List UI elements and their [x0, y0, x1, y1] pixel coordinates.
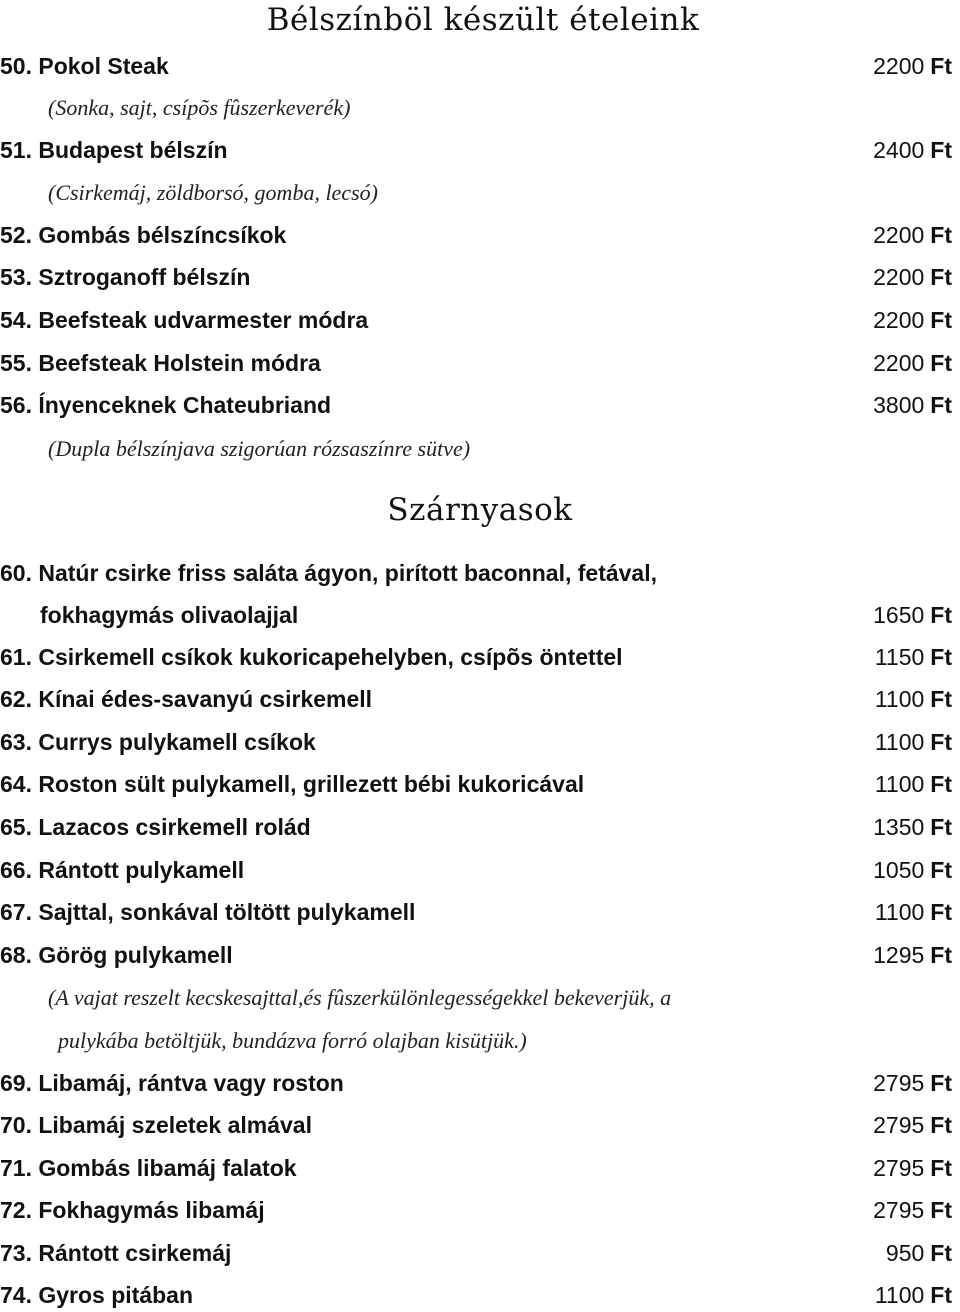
item-name: 55. Beefsteak Holstein módra — [0, 350, 321, 376]
item-name: 63. Currys pulykamell csíkok — [0, 729, 316, 755]
menu-item-61 — [0, 640, 960, 674]
item-name: 52. Gombás bélszíncsíkok — [0, 222, 287, 248]
menu-item-60-line1 — [0, 556, 960, 590]
item-price: 950 Ft — [885, 1240, 952, 1266]
item-description: (A vajat reszelt kecskesajttal,és fûszerkülönlegességekkel bekeverjük, a — [48, 985, 672, 1010]
item-name: 61. Csirkemell csíkok kukoricapehelyben, csípõs öntettel — [0, 644, 623, 670]
item-description: (Sonka, sajt, csípõs fûszerkeverék) — [48, 95, 351, 120]
menu-item-51 — [0, 133, 960, 167]
menu-item-72 — [0, 1193, 960, 1227]
item-name: 65. Lazacos csirkemell rolád — [0, 814, 311, 840]
menu-item-66 — [0, 853, 960, 887]
menu-item-65 — [0, 810, 960, 844]
item-name: 54. Beefsteak udvarmester módra — [0, 307, 369, 333]
item-price: 2795 Ft — [873, 1197, 952, 1223]
item-price: 1100 Ft — [874, 729, 952, 755]
item-price: 2200 Ft — [873, 53, 952, 79]
item-price: 1350 Ft — [873, 814, 952, 840]
item-name: 70. Libamáj szeletek almával — [0, 1112, 312, 1138]
item-price: 1100 Ft — [874, 899, 952, 925]
item-price: 1650 Ft — [873, 602, 952, 628]
item-price: 1050 Ft — [873, 857, 952, 883]
menu-item-62 — [0, 682, 960, 716]
item-name: 67. Sajttal, sonkával töltött pulykamell — [0, 899, 416, 925]
item-name: 72. Fokhagymás libamáj — [0, 1197, 265, 1223]
item-name: 68. Görög pulykamell — [0, 942, 233, 968]
item-description: (Csirkemáj, zöldborsó, gomba, lecsó) — [48, 180, 378, 205]
item-price: 2200 Ft — [873, 350, 952, 376]
item-name: 62. Kínai édes-savanyú csirkemell — [0, 686, 373, 712]
item-name: 60. Natúr csirke friss saláta ágyon, pirított baconnal, fetával, — [0, 560, 658, 586]
poultry-section-title: Szárnyasok — [387, 492, 573, 528]
item-price: 2795 Ft — [873, 1112, 952, 1138]
item-price: 1100 Ft — [874, 686, 952, 712]
item-name: 73. Rántott csirkemáj — [0, 1240, 232, 1266]
item-name: 71. Gombás libamáj falatok — [0, 1155, 297, 1181]
item-name: 51. Budapest bélszín — [0, 137, 228, 163]
item-price: 1295 Ft — [873, 942, 952, 968]
item-price: 1150 Ft — [874, 644, 952, 670]
item-price: 2200 Ft — [873, 222, 952, 248]
menu-item-56 — [0, 388, 960, 422]
item-price: 3800 Ft — [873, 392, 952, 418]
item-price: 2400 Ft — [873, 137, 952, 163]
item-price: 2200 Ft — [873, 307, 952, 333]
menu-item-67 — [0, 895, 960, 929]
menu-item-68 — [0, 938, 960, 972]
item-price: 2795 Ft — [873, 1070, 952, 1096]
item-description: pulykába betöltjük, bundázva forró olajban kisütjük.) — [58, 1028, 527, 1053]
menu-item-50 — [0, 49, 960, 83]
menu-item-64 — [0, 767, 960, 801]
item-name: 53. Sztroganoff bélszín — [0, 264, 251, 290]
item-price: 2200 Ft — [873, 264, 952, 290]
menu-item-54 — [0, 303, 960, 337]
item-name: 50. Pokol Steak — [0, 53, 169, 79]
menu-item-71 — [0, 1151, 960, 1185]
item-price: 2795 Ft — [873, 1155, 952, 1181]
item-name: 69. Libamáj, rántva vagy roston — [0, 1070, 344, 1096]
item-name: 74. Gyros pitában — [0, 1282, 194, 1308]
item-price: 1100 Ft — [874, 1282, 952, 1308]
item-price: 1100 Ft — [874, 771, 952, 797]
item-name: 56. Ínyenceknek Chateubriand — [0, 392, 332, 418]
menu-item-69 — [0, 1066, 960, 1100]
beef-section-title: Bélszínböl készült ételeink — [266, 2, 700, 38]
item-name: fokhagymás olivaolajjal — [40, 602, 299, 628]
menu-item-63 — [0, 725, 960, 759]
menu-item-52 — [0, 218, 960, 252]
menu-item-53 — [0, 260, 960, 294]
item-name: 66. Rántott pulykamell — [0, 857, 245, 883]
menu-item-60 — [0, 598, 960, 632]
menu-item-55 — [0, 346, 960, 380]
item-description: (Dupla bélszínjava szigorúan rózsaszínre sütve) — [48, 436, 471, 461]
menu-item-73 — [0, 1236, 960, 1270]
menu-item-74 — [0, 1278, 960, 1312]
menu-item-70 — [0, 1108, 960, 1142]
item-name: 64. Roston sült pulykamell, grillezett bébi kukoricával — [0, 771, 585, 797]
